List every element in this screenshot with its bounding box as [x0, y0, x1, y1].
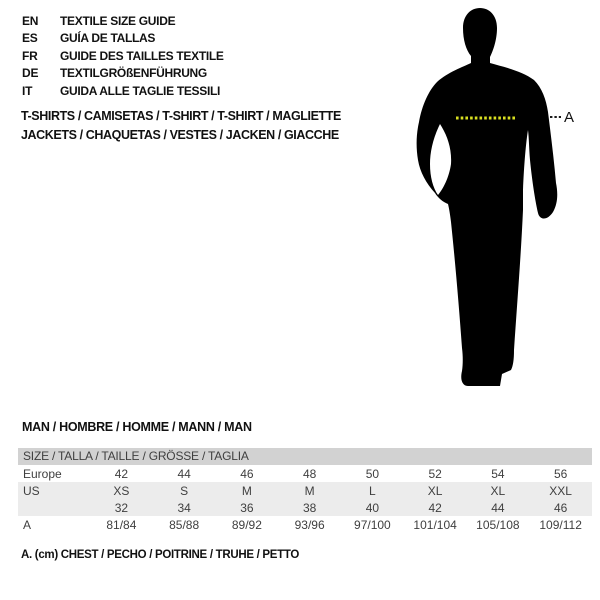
size-cell: 32	[114, 500, 129, 515]
size-cell: 44	[177, 466, 191, 481]
size-cell: 56	[553, 466, 568, 481]
size-cell: 46	[240, 466, 254, 481]
size-cell: 38	[302, 500, 317, 515]
size-cell: 34	[177, 500, 191, 515]
row-label: Europe	[23, 466, 62, 481]
table-row-europe	[18, 465, 592, 482]
table-row-us	[18, 482, 592, 499]
language-label: GUÍA DE TALLAS	[60, 31, 156, 46]
size-cell: XL	[427, 483, 443, 498]
size-cell: XXL	[549, 483, 572, 498]
language-code: ES	[22, 31, 38, 46]
row-label: US	[23, 483, 40, 498]
size-cell: 36	[240, 500, 254, 515]
size-cell: 50	[365, 466, 380, 481]
size-cell: 42	[428, 500, 442, 515]
size-table-header: SIZE / TALLA / TAILLE / GRÖSSE / TAGLIA	[18, 448, 592, 465]
size-cell: 40	[365, 500, 380, 515]
language-code: EN	[22, 13, 39, 28]
size-cell: 42	[114, 466, 129, 481]
size-cell: 52	[428, 466, 442, 481]
size-cell: 44	[491, 500, 505, 515]
language-label: TEXTILE SIZE GUIDE	[60, 13, 176, 28]
language-row-es	[22, 30, 224, 48]
size-table	[18, 448, 592, 533]
size-cell: 101/104	[413, 517, 457, 532]
size-cell: 93/96	[294, 517, 325, 532]
category-tshirts: T-SHIRTS / CAMISETAS / T-SHIRT / T-SHIRT / MAGLIETTE	[21, 109, 341, 123]
man-silhouette	[390, 0, 600, 410]
language-list	[22, 12, 224, 100]
size-cell: M	[241, 483, 252, 498]
category-jackets: JACKETS / CHAQUETAS / VESTES / JACKEN / GIACCHE	[21, 128, 339, 142]
language-code: FR	[22, 48, 38, 63]
size-cell: S	[180, 483, 189, 498]
size-cell: 46	[553, 500, 568, 515]
size-cell: 97/100	[354, 517, 391, 532]
size-cell: 48	[302, 466, 317, 481]
language-row-fr	[22, 47, 224, 65]
language-row-en	[22, 12, 224, 30]
measurement-footnote: A. (cm) CHEST / PECHO / POITRINE / TRUHE / PETTO	[21, 549, 300, 561]
language-label: GUIDA ALLE TAGLIE TESSILI	[60, 83, 221, 98]
section-title-man: MAN / HOMBRE / HOMME / MANN / MAN	[22, 420, 252, 434]
language-code: DE	[22, 66, 39, 81]
language-label: TEXTILGRÖßENFÜHRUNG	[60, 66, 207, 81]
size-cell: 109/112	[539, 517, 582, 532]
size-cell: L	[369, 483, 376, 498]
row-label: A	[23, 517, 32, 532]
size-cell: 89/92	[231, 517, 262, 532]
measure-label-a: A	[564, 109, 575, 126]
table-row-intl	[18, 499, 592, 516]
language-row-de	[22, 65, 224, 83]
table-row-chest-a	[18, 516, 592, 533]
language-label: GUIDE DES TAILLES TEXTILE	[60, 48, 224, 63]
size-cell: M	[304, 483, 315, 498]
size-cell: XL	[490, 483, 506, 498]
size-cell: 81/84	[106, 517, 137, 532]
size-cell: 105/108	[476, 517, 520, 532]
size-cell: 85/88	[169, 517, 200, 532]
size-cell: XS	[113, 483, 130, 498]
category-list	[21, 107, 341, 145]
size-cell: 54	[491, 466, 505, 481]
language-row-it	[22, 82, 224, 100]
language-code: IT	[22, 83, 33, 98]
man-silhouette-body	[417, 8, 558, 386]
